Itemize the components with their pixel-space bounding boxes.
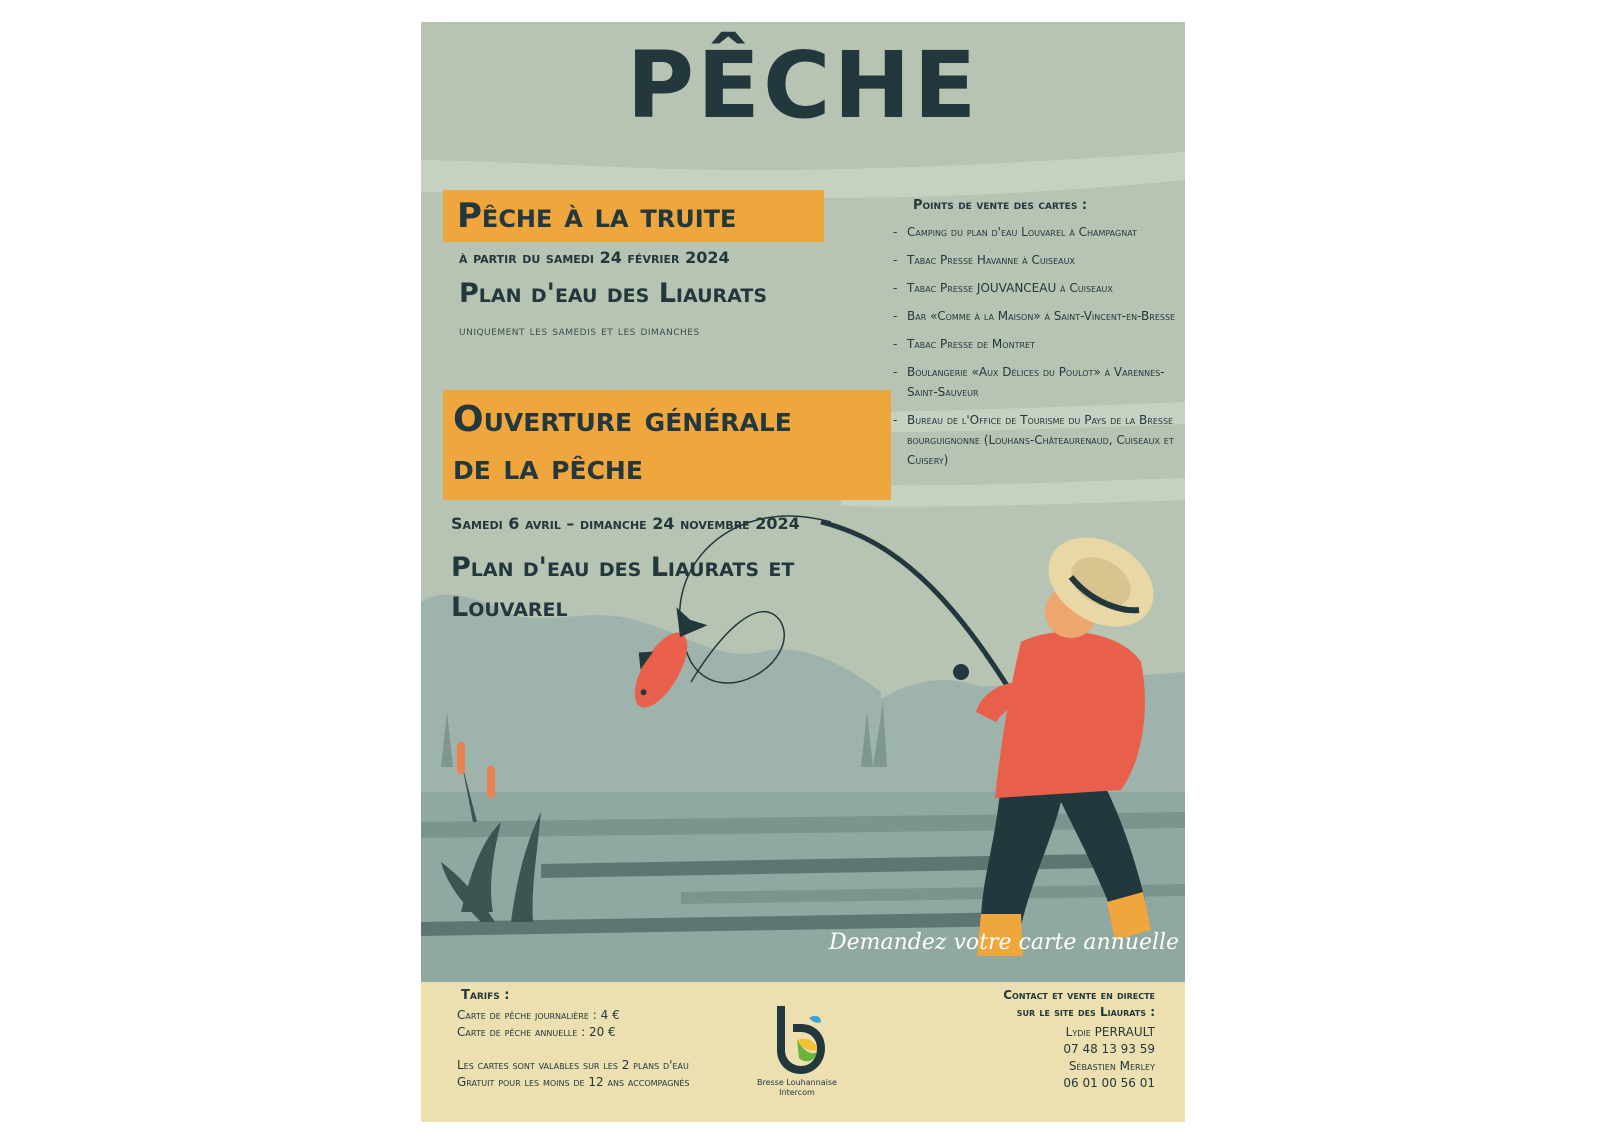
tarif-free: Gratuit pour les moins de 12 ans accompagnés xyxy=(457,1075,690,1089)
poster-title: PÊCHE xyxy=(626,32,980,139)
poster xyxy=(421,22,1185,1122)
contact-phone-1: 07 48 13 93 59 xyxy=(1063,1042,1155,1056)
sales-item: - Boulangerie «Aux Délices du Poulot» à Varennes-Saint-Sauveur xyxy=(893,362,1183,402)
sales-list xyxy=(893,222,1183,478)
logo-line1: Bresse Louhannaise xyxy=(757,1078,837,1087)
tarif-daily: Carte de pêche journalière : 4 € xyxy=(457,1008,620,1022)
contact-phone-2: 06 01 00 56 01 xyxy=(1063,1076,1155,1090)
sales-item: - Bureau de l'Office de Tourisme du Pays de la Bresse bourguignonne (Louhans-Châteaurenaud, Cuiseaux et Cuisery) xyxy=(893,410,1183,470)
opening-heading-line2: de la pêche xyxy=(453,447,643,488)
opening-place xyxy=(451,548,851,628)
sales-item: - Tabac Presse Havanne à Cuiseaux xyxy=(893,250,1183,270)
tarif-annual: Carte de pêche annuelle : 20 € xyxy=(457,1025,616,1039)
trout-date: à partir du samedi 24 février 2024 xyxy=(459,248,730,267)
tarif-validity: Les cartes sont valables sur les 2 plans d'eau xyxy=(457,1058,689,1072)
trout-heading: Pêche à la truite xyxy=(443,190,824,242)
logo-line2: Intercom xyxy=(779,1088,815,1097)
sales-item: - Camping du plan d'eau Louvarel à Champagnat xyxy=(893,222,1183,242)
slogan: Demandez votre carte annuelle xyxy=(829,930,1180,955)
bresse-louhannaise-logo xyxy=(763,1000,833,1078)
contact-name-2: Sébastien Merley xyxy=(1068,1059,1155,1073)
logo-caption xyxy=(747,1078,847,1098)
opening-place-line2: Louvarel xyxy=(451,592,568,623)
trout-note: uniquement les samedis et les dimanches xyxy=(459,324,700,339)
tarifs-title: Tarifs : xyxy=(461,988,510,1003)
opening-heading xyxy=(443,390,891,500)
opening-dates: Samedi 6 avril – dimanche 24 novembre 2024 xyxy=(451,514,800,533)
sales-item: - Bar «Comme à la Maison» à Saint-Vincent-en-Bresse xyxy=(893,306,1183,326)
sales-title: Points de vente des cartes : xyxy=(913,198,1088,213)
contact-name-1: Lydie PERRAULT xyxy=(1065,1025,1155,1039)
opening-place-line1: Plan d'eau des Liaurats et xyxy=(451,552,795,583)
sales-item: - Tabac Presse JOUVANCEAU à Cuiseaux xyxy=(893,278,1183,298)
trout-place: Plan d'eau des Liaurats xyxy=(459,278,768,309)
contact-title-line1: Contact et vente en directe xyxy=(1003,988,1155,1002)
sales-item: - Tabac Presse de Montret xyxy=(893,334,1183,354)
opening-heading-line1: Ouverture générale xyxy=(453,399,792,440)
contact-title-line2: sur le site des Liaurats : xyxy=(1016,1005,1155,1019)
